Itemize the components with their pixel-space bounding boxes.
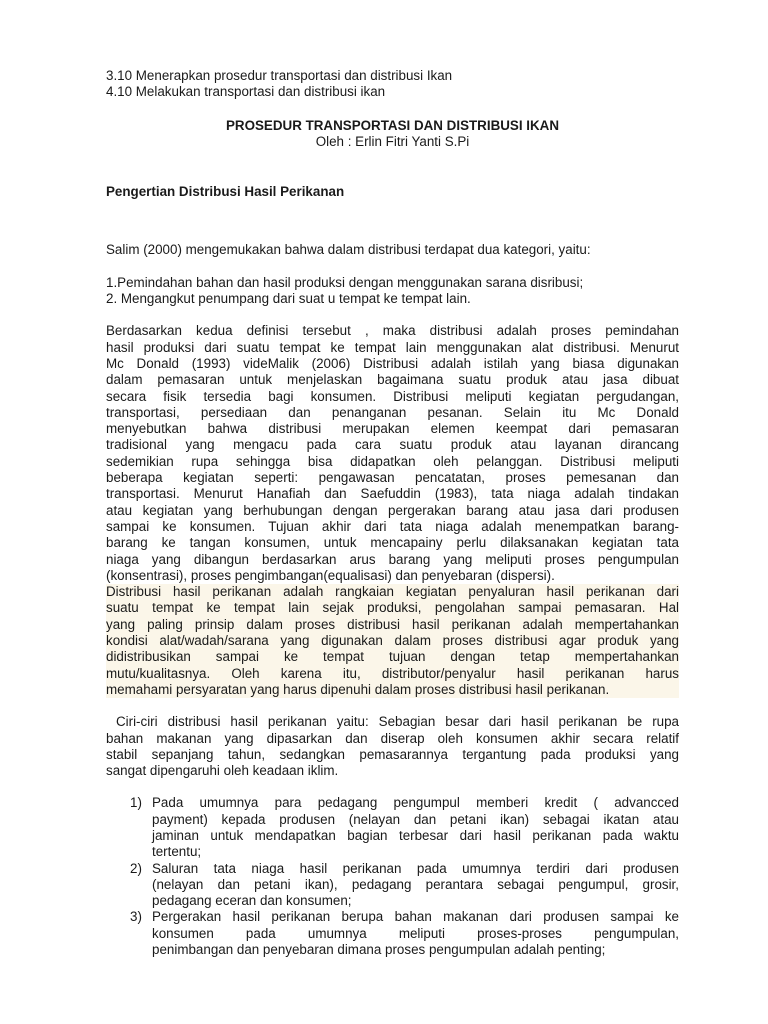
paragraph-line: secara fisik tersedia bagi konsumen. Distribusi meliputi kegiatan pergudangan, — [106, 388, 679, 404]
paragraph-highlighted — [106, 584, 679, 698]
paragraph-line: kondisi alat/wadah/sarana yang digunakan dalam proses distribusi agar produk yang — [106, 633, 679, 649]
category-list — [106, 275, 679, 308]
paragraph-line: didistribusikan sampai ke tempat tujuan dengan tetap mempertahankan — [106, 649, 679, 665]
list-number: 2) — [130, 860, 142, 876]
paragraph-line: Mc Donald (1993) videMalik (2006) Distribusi adalah istilah yang biasa digunakan — [106, 355, 679, 371]
paragraph-line: memahami persyaratan yang harus dipenuhi dalam proses distribusi hasil perikanan. — [106, 681, 610, 697]
list-line: Saluran tata niaga hasil perikanan pada umumnya terdiri dari produsen — [152, 860, 679, 876]
list-item — [106, 909, 679, 958]
paragraph-line: mutu/kualitasnya. Oleh karena itu, distributor/penyalur hasil perikanan harus — [106, 665, 679, 681]
document-title: PROSEDUR TRANSPORTASI DAN DISTRIBUSI IKAN — [225, 117, 560, 133]
paragraph-line: yang paling prinsip dalam proses distribusi hasil perikanan adalah mempertahankan — [106, 616, 679, 632]
intro-text: Salim (2000) mengemukakan bahwa dalam distribusi terdapat dua kategori, yaitu: — [106, 242, 591, 258]
objective-line: 3.10 Menerapkan prosedur transportasi dan distribusi Ikan — [106, 68, 453, 83]
list-number: 1) — [130, 795, 142, 811]
paragraph-line: beberapa kegiatan seperti: pengawasan pencatatan, proses pemesanan dan — [106, 470, 679, 486]
category-item: 2. Mengangkut penumpang dari suat u tempat ke tempat lain. — [106, 291, 471, 307]
paragraph-line: barang ke tangan konsumen, untuk mencapainy perlu dilaksanakan kegiatan tata — [106, 535, 679, 551]
document-page — [106, 68, 679, 958]
paragraph-line: Distribusi hasil perikanan adalah rangkaian kegiatan penyaluran hasil perikanan dari — [106, 584, 679, 600]
numbered-list — [106, 795, 679, 958]
objective-line: 4.10 Melakukan transportasi dan distribusi ikan — [106, 84, 386, 100]
list-line: jaminan untuk mendapatkan bagian terbesar dari hasil perikanan pada waktu — [152, 827, 679, 843]
paragraph-line: menyebutkan bahwa distribusi merupakan elemen keempat dari pemasaran — [106, 421, 679, 437]
paragraph-line: atau kegiatan yang berhubungan dengan pergerakan barang atau jasa dari produsen — [106, 502, 679, 518]
list-line: penimbangan dan penyebaran dimana proses pengumpulan adalah penting; — [152, 942, 606, 958]
list-line: payment) kepada produsen (nelayan dan petani ikan) sebagai ikatan atau — [152, 811, 679, 827]
paragraph-line: Ciri-ciri distribusi hasil perikanan yaitu: Sebagian besar dari hasil perikanan be rupa — [106, 714, 679, 730]
paragraph-line: sangat dipengaruhi oleh keadaan iklim. — [106, 763, 339, 779]
category-item: 1.Pemindahan bahan dan hasil produksi dengan menggunakan sarana disribusi; — [106, 274, 584, 290]
paragraph-line: transportasi, persediaan dan penanganan pesanan. Selain itu Mc Donald — [106, 404, 679, 420]
paragraph-line: tradisional yang mengacu pada cara suatu produk atau layanan dirancang — [106, 437, 679, 453]
list-line: (nelayan dan petani ikan), pedagang perantara sebagai pengumpul, grosir, — [152, 876, 679, 892]
paragraph-line: hasil produksi dari suatu tempat ke tempat lain menggunakan alat distribusi. Menurut — [106, 339, 679, 355]
paragraph-line: transportasi. Menurut Hanafiah dan Saefuddin (1983), tata niaga adalah tindakan — [106, 486, 679, 502]
list-item — [106, 795, 679, 860]
paragraph-line: sampai ke konsumen. Tujuan akhir dari tata niaga adalah menempatkan barang- — [106, 518, 679, 534]
paragraph-line: stabil sepanjang tahun, sedangkan pemasarannya tergantung pada produksi yang — [106, 746, 679, 762]
list-line: konsumen pada umumnya meliputi proses-proses pengumpulan, — [152, 925, 679, 941]
list-line: Pergerakan hasil perikanan berupa bahan makanan dari produsen sampai ke — [152, 909, 679, 925]
paragraph-line: sedemikian rupa sehingga bisa didapatkan oleh pelanggan. Distribusi meliputi — [106, 453, 679, 469]
paragraph-definition — [106, 323, 679, 584]
paragraph-line: niaga yang dibangun berdasarkan arus barang yang meliputi proses pengumpulan — [106, 551, 679, 567]
paragraph-line: dalam pemasaran untuk menjelaskan bagaimana suatu produk atau jasa dibuat — [106, 372, 679, 388]
paragraph-line: bahan makanan yang dipasarkan dan diserap oleh konsumen akhir secara relatif — [106, 730, 679, 746]
paragraph-line: Berdasarkan kedua definisi tersebut , maka distribusi adalah proses pemindahan — [106, 323, 679, 339]
list-line: Pada umumnya para pedagang pengumpul memberi kredit ( advancced — [152, 795, 679, 811]
list-line: tertentu; — [152, 844, 202, 860]
paragraph-line: (konsentrasi), proses pengimbangan(equalisasi) dan penyebaran (dispersi). — [106, 567, 555, 583]
list-item — [106, 861, 679, 910]
paragraph-line: suatu tempat ke tempat lain sejak produksi, pengolahan sampai pemasaran. Hal — [106, 600, 679, 616]
paragraph-characteristics — [106, 714, 679, 779]
author-line: Oleh : Erlin Fitri Yanti S.Pi — [315, 133, 470, 149]
section-heading: Pengertian Distribusi Hasil Perikanan — [106, 184, 345, 200]
list-line: pedagang eceran dan konsumen; — [152, 893, 352, 909]
list-number: 3) — [130, 909, 142, 925]
